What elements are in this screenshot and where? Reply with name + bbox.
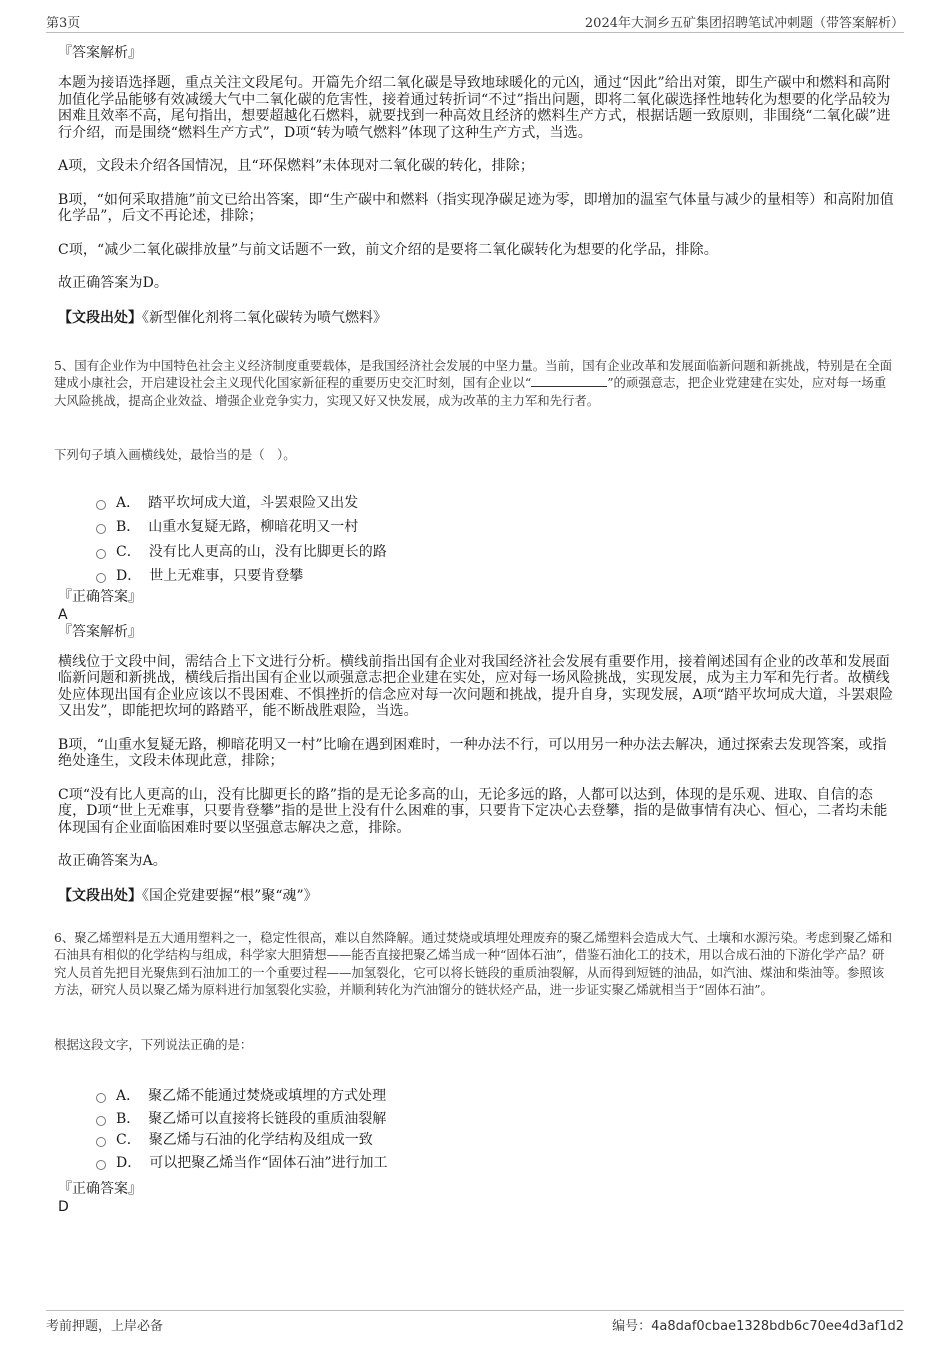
q5-source-text: 《国企党建要握“根”聚“魂”》 [142, 887, 318, 904]
q4-source-label: 【文段出处】 [58, 309, 142, 326]
q5-option-a[interactable]: A． 踏平坎坷成大道，斗罢艰险又出发 [96, 490, 894, 515]
q5-option-b[interactable]: B． 山重水复疑无路，柳暗花明又一村 [96, 514, 894, 539]
q4-conclusion: 故正确答案为D。 [58, 275, 169, 291]
document-title: 2024年大洞乡五矿集团招聘笔试冲刺题（带答案解析） [584, 16, 904, 31]
q6-stem: 6、聚乙烯塑料是五大通用塑料之一，稳定性很高，难以自然降解。通过焚烧或填埋处理废弃的聚乙烯塑料会造成大气、土壤和水源污染。考虑到聚乙烯和石油具有相似的化学结构与组成，科学家大胆猜想——能否直接把聚乙烯当成一种“固体石油”，借鉴石油化工的技术，用以合成石油的下游化学产品？研究人员首先把目光聚焦到石油加工的一个重要过程——加氢裂化，它可以将长链段的重质油裂解，从而得到短链的油品，如汽油、煤油和柴油等。参照该方法，研究人员以聚乙烯为原料进行加氢裂化实验，并顺利转化为汽油馏分的链状烃产品，进一步证实聚乙烯就相当于“固体石油”。 [54, 929, 893, 998]
q6-answer-tag: 『正确答案』 [58, 1181, 142, 1198]
page-header [46, 12, 904, 33]
fill-blank [531, 375, 607, 387]
q5-analysis-tag: 『答案解析』 [58, 623, 142, 640]
radio-icon[interactable] [96, 1137, 106, 1147]
page-footer [46, 1310, 904, 1335]
q5-source-label: 【文段出处】 [58, 887, 142, 904]
q5-answer: A [58, 606, 68, 623]
q5-option-cd-explanation: C项“没有比人更高的山，没有比脚更长的路”指的是无论多高的山，无论多远的路，人都可以达到，体现的是乐观、进取、自信的态度，D项“世上无难事，只要肯登攀”指的是世上没有什么困难的事，只要肯下定决心去登攀，指的是做事情有决心、恒心，二者均未能体现国有企业面临困难时要以坚强意志解决之意，排除。 [58, 786, 888, 836]
q6-option-d[interactable]: D． 可以把聚乙烯当作“固体石油”进行加工 [96, 1150, 894, 1175]
radio-icon[interactable] [96, 1116, 106, 1126]
q5-option-c[interactable]: C． 没有比人更高的山，没有比脚更长的路 [96, 539, 894, 564]
radio-icon[interactable] [96, 524, 106, 534]
q6-option-b[interactable]: B． 聚乙烯可以直接将长链段的重质油裂解 [96, 1108, 894, 1129]
q4-analysis: 本题为接语选择题，重点关注文段尾句。开篇先介绍二氧化碳是导致地球暖化的元凶，通过“因此”给出对策，即生产碳中和燃料和高附加值化学品能够有效减缓大气中二氧化碳的危害性，接着通过转折词“不过”指出问题，即将二氧化碳选择性地转化为想要的化学品较为困难且效率不高，尾句指出，想要超越化石燃料，就要找到一种高效且经济的燃料生产方式，根据话题一致原则，非围绕“二氧化碳”进行介绍，而是围绕“燃料生产方式”，D项“转为喷气燃料”体现了这种生产方式，当选。 [58, 75, 891, 141]
q5-conclusion: 故正确答案为A。 [58, 853, 167, 870]
document-id [612, 1315, 904, 1334]
q5-options [96, 490, 894, 588]
q5-stem-before: 5、国有企业作为中国特色社会主义经济制度重要载体，是我国经济社会发展的中坚力量。当前，国有企业改革和发展面临新问题和新挑战，特别是在全面建成小康社会，开启建设社会主义现代化国家新征程的重要历史交汇时刻，国有企业以“ [54, 357, 893, 391]
radio-icon[interactable] [96, 500, 106, 510]
q5-stem-after: ”的顽强意志，把企业党建建在实处，应对每一场重大风险挑战，提高企业效益、增强企业竞争实力，实现又好又快发展，成为改革的主力军和先行者。 [54, 375, 887, 408]
q4-option-c-explanation: C项，“减少二氧化碳排放量”与前文话题不一致，前文介绍的是要将二氧化碳转化为想要的化学品，排除。 [58, 241, 718, 258]
document-id-label: 编号： [612, 1319, 652, 1334]
q5-source [58, 887, 894, 905]
radio-icon[interactable] [96, 549, 106, 559]
q6-prompt: 根据这段文字，下列说法正确的是： [54, 1036, 253, 1052]
radio-icon[interactable] [96, 1093, 106, 1103]
q6-option-a[interactable]: A． 聚乙烯不能通过焚烧或填埋的方式处理 [96, 1083, 894, 1108]
q4-source-text: 《新型催化剂将二氧化碳转为喷气燃料》 [142, 309, 387, 326]
document-body [54, 44, 894, 1216]
q5-answer-tag: 『正确答案』 [58, 588, 142, 605]
radio-icon[interactable] [96, 573, 106, 583]
q5-stem [54, 357, 894, 410]
q5-prompt: 下列句子填入画横线处，最恰当的是（ ）。 [54, 447, 296, 463]
page-number: 第3页 [46, 16, 81, 31]
q5-option-d[interactable]: D． 世上无难事，只要肯登攀 [96, 563, 894, 588]
radio-icon[interactable] [96, 1160, 106, 1170]
q4-analysis-tag: 『答案解析』 [58, 45, 142, 61]
q4-option-b-explanation: B项，“如何采取措施”前文已给出答案，即“生产碳中和燃料（指实现净碳足迹为零，即增加的温室气体量与减少的量相等）和高附加值化学品”，后文不再论述，排除； [58, 191, 894, 224]
q4-source [58, 309, 894, 327]
footer-note: 考前押题，上岸必备 [46, 1319, 164, 1334]
q5-option-b-explanation: B项，“山重水复疑无路，柳暗花明又一村”比喻在遇到困难时，一种办法不行，可以用另一种办法去解决，通过探索去发现答案，或指绝处逢生，文段未体现此意，排除； [58, 736, 887, 770]
q6-answer: D [58, 1199, 69, 1216]
q6-options [96, 1083, 894, 1174]
document-id-value: 4a8daf0cbae1328bdb6c70ee4d3af1d2 [651, 1319, 904, 1334]
q6-option-c[interactable]: C． 聚乙烯与石油的化学结构及组成一致 [96, 1129, 894, 1150]
q4-option-a-explanation: A项，文段未介绍各国情况，且“环保燃料”未体现对二氧化碳的转化，排除； [58, 158, 534, 174]
q5-analysis: 横线位于文段中间，需结合上下文进行分析。横线前指出国有企业对我国经济社会发展有重要作用，接着阐述国有企业的改革和发展面临新问题和新挑战，横线后指出国有企业以顽强意志把企业建在实处，应对每一场风险挑战，实现发展，成为主力军和先行者。故横线处应体现出国有企业应该以不畏困难、不惧挫折的信念应对每一次问题和挑战，提升自身，实现发展，A项“踏平坎坷成大道，斗罢艰险又出发”，即能把坎坷的路踏平，能不断战胜艰险，当选。 [58, 653, 894, 720]
